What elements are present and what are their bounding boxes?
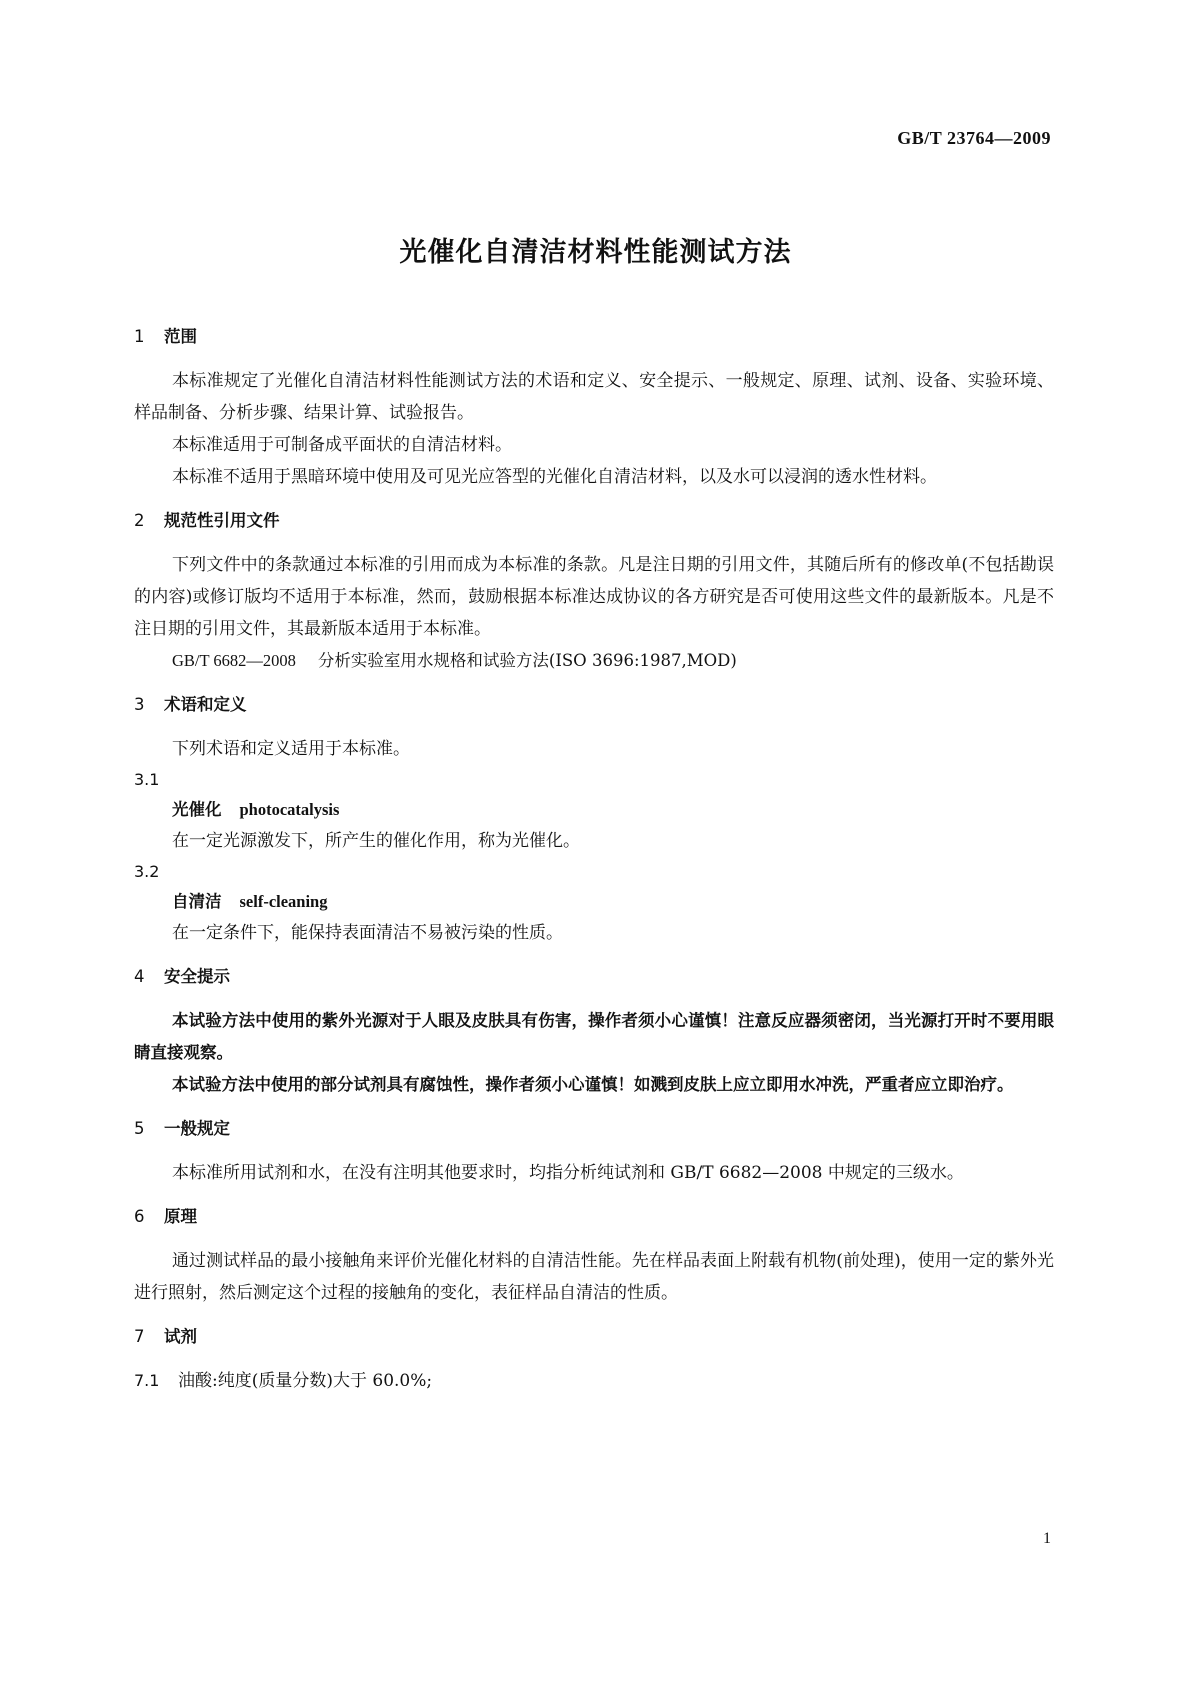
section-2-heading xyxy=(134,509,1054,533)
section-number: 3 xyxy=(134,695,145,714)
section-1-heading xyxy=(134,325,1054,349)
section-4-heading xyxy=(134,965,1054,989)
section-title: 原理 xyxy=(164,1207,197,1226)
document-title: 光催化自清洁材料性能测试方法 xyxy=(399,237,792,268)
section-6-heading xyxy=(134,1205,1054,1229)
term-number: 3.1 xyxy=(134,770,160,789)
reference-title: 分析实验室用水规格和试验方法(ISO 3696:1987,MOD) xyxy=(317,651,737,670)
paragraph: 本标准所用试剂和水，在没有注明其他要求时，均指分析纯试剂和 GB/T 6682—2008 中规定的三级水。 xyxy=(172,1163,964,1183)
paragraph: 通过测试样品的最小接触角来评价光催化材料的自清洁性能。先在样品表面上附载有机物(前处理)，使用一定的紫外光进行照射，然后测定这个过程的接触角的变化，表征样品自清洁的性质。 xyxy=(134,1251,1054,1303)
section-number: 6 xyxy=(134,1207,145,1226)
paragraph: 本标准不适用于黑暗环境中使用及可见光应答型的光催化自清洁材料，以及水可以浸润的透水性材料。 xyxy=(172,467,937,487)
term-definition: 在一定条件下，能保持表面清洁不易被污染的性质。 xyxy=(172,923,563,943)
term-number: 3.2 xyxy=(134,862,160,881)
section-title: 安全提示 xyxy=(164,967,230,986)
item-number: 7.1 xyxy=(134,1371,160,1390)
standard-code: GB/T 23764—2009 xyxy=(897,128,1051,148)
section-number: 1 xyxy=(134,327,145,346)
item-text: 油酸:纯度(质量分数)大于 60.0%; xyxy=(178,1371,433,1391)
term-chinese: 光催化 xyxy=(172,800,222,819)
section-number: 7 xyxy=(134,1327,145,1346)
section-number: 2 xyxy=(134,511,145,530)
term-entry xyxy=(172,795,1054,825)
term-entry xyxy=(172,887,1054,917)
safety-warning: 本试验方法中使用的紫外光源对于人眼及皮肤具有伤害，操作者须小心谨慎！注意反应器须密闭，当光源打开时不要用眼睛直接观察。 xyxy=(134,1011,1054,1062)
reagent-item xyxy=(134,1365,1054,1397)
document-body xyxy=(134,325,1054,1397)
section-number: 4 xyxy=(134,967,145,986)
normative-reference xyxy=(172,645,1054,677)
section-title: 术语和定义 xyxy=(164,695,247,714)
section-title: 规范性引用文件 xyxy=(164,511,280,530)
reference-code: GB/T 6682—2008 xyxy=(172,651,296,670)
section-title: 试剂 xyxy=(164,1327,197,1346)
section-title: 范围 xyxy=(164,327,197,346)
paragraph: 本标准规定了光催化自清洁材料性能测试方法的术语和定义、安全提示、一般规定、原理、试剂、设备、实验环境、样品制备、分析步骤、结果计算、试验报告。 xyxy=(134,371,1054,423)
page-number: 1 xyxy=(1043,1530,1051,1547)
section-3-heading xyxy=(134,693,1054,717)
section-5-heading xyxy=(134,1117,1054,1141)
paragraph: 下列文件中的条款通过本标准的引用而成为本标准的条款。凡是注日期的引用文件，其随后所有的修改单(不包括勘误的内容)或修订版均不适用于本标准，然而，鼓励根据本标准达成协议的各方研究是否可使用这些文件的最新版本。凡是不注日期的引用文件，其最新版本适用于本标准。 xyxy=(134,555,1054,639)
term-chinese: 自清洁 xyxy=(172,892,222,911)
section-title: 一般规定 xyxy=(164,1119,230,1138)
section-7-heading xyxy=(134,1325,1054,1349)
term-english: self-cleaning xyxy=(239,892,328,911)
section-number: 5 xyxy=(134,1119,145,1138)
safety-warning: 本试验方法中使用的部分试剂具有腐蚀性，操作者须小心谨慎！如溅到皮肤上应立即用水冲洗，严重者应立即治疗。 xyxy=(172,1075,1014,1094)
term-english: photocatalysis xyxy=(239,800,340,819)
paragraph: 本标准适用于可制备成平面状的自清洁材料。 xyxy=(172,435,512,455)
term-definition: 在一定光源激发下，所产生的催化作用，称为光催化。 xyxy=(172,831,580,851)
paragraph: 下列术语和定义适用于本标准。 xyxy=(172,739,410,759)
